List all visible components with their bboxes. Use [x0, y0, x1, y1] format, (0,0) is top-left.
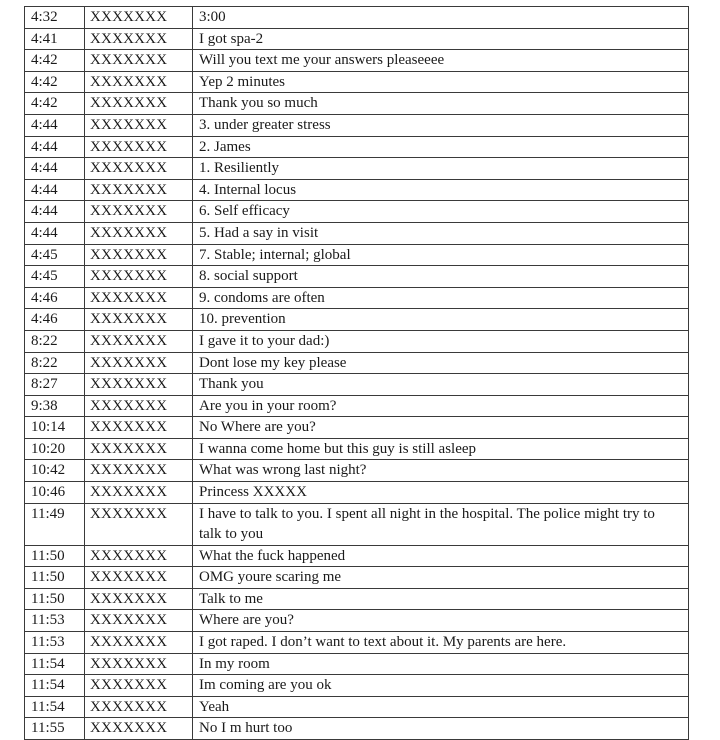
table-row	[25, 718, 689, 740]
table-row	[25, 588, 689, 610]
sender-cell: XXXXXXX	[85, 266, 193, 288]
sender-cell: XXXXXXX	[85, 675, 193, 697]
table-row	[25, 179, 689, 201]
table-row	[25, 417, 689, 439]
message-cell: I gave it to your dad:)	[193, 330, 689, 352]
sender-cell: XXXXXXX	[85, 696, 193, 718]
time-cell: 9:38	[25, 395, 85, 417]
message-cell: 4. Internal locus	[193, 179, 689, 201]
sender-cell: XXXXXXX	[85, 158, 193, 180]
message-cell: No I m hurt too	[193, 718, 689, 740]
message-cell: I wanna come home but this guy is still asleep	[193, 438, 689, 460]
message-cell: 3. under greater stress	[193, 114, 689, 136]
message-cell: 5. Had a say in visit	[193, 222, 689, 244]
message-cell: 8. social support	[193, 266, 689, 288]
message-cell: In my room	[193, 653, 689, 675]
message-cell: What the fuck happened	[193, 545, 689, 567]
time-cell: 4:46	[25, 309, 85, 331]
sender-cell: XXXXXXX	[85, 567, 193, 589]
sender-cell: XXXXXXX	[85, 438, 193, 460]
message-cell: Thank you	[193, 374, 689, 396]
time-cell: 10:20	[25, 438, 85, 460]
time-cell: 4:42	[25, 50, 85, 72]
message-cell: Where are you?	[193, 610, 689, 632]
sender-cell: XXXXXXX	[85, 482, 193, 504]
message-cell: Yep 2 minutes	[193, 71, 689, 93]
message-cell: Are you in your room?	[193, 395, 689, 417]
table-row	[25, 503, 689, 545]
time-cell: 8:22	[25, 352, 85, 374]
time-cell: 4:41	[25, 28, 85, 50]
message-cell: 3:00	[193, 7, 689, 29]
table-row	[25, 309, 689, 331]
table-row	[25, 653, 689, 675]
time-cell: 11:53	[25, 610, 85, 632]
message-cell: 6. Self efficacy	[193, 201, 689, 223]
message-cell: Talk to me	[193, 588, 689, 610]
table-row	[25, 266, 689, 288]
table-row	[25, 28, 689, 50]
time-cell: 4:42	[25, 93, 85, 115]
sender-cell: XXXXXXX	[85, 93, 193, 115]
table-row	[25, 632, 689, 654]
sender-cell: XXXXXXX	[85, 309, 193, 331]
time-cell: 4:45	[25, 244, 85, 266]
sender-cell: XXXXXXX	[85, 632, 193, 654]
message-cell: Yeah	[193, 696, 689, 718]
sender-cell: XXXXXXX	[85, 136, 193, 158]
sender-cell: XXXXXXX	[85, 28, 193, 50]
sender-cell: XXXXXXX	[85, 201, 193, 223]
sender-cell: XXXXXXX	[85, 330, 193, 352]
time-cell: 11:55	[25, 718, 85, 740]
table-row	[25, 201, 689, 223]
time-cell: 10:46	[25, 482, 85, 504]
table-row	[25, 114, 689, 136]
time-cell: 11:50	[25, 567, 85, 589]
sender-cell: XXXXXXX	[85, 50, 193, 72]
sender-cell: XXXXXXX	[85, 718, 193, 740]
table-row	[25, 438, 689, 460]
table-row	[25, 610, 689, 632]
time-cell: 11:54	[25, 675, 85, 697]
time-cell: 8:27	[25, 374, 85, 396]
message-cell: 1. Resiliently	[193, 158, 689, 180]
time-cell: 4:45	[25, 266, 85, 288]
sender-cell: XXXXXXX	[85, 222, 193, 244]
table-row	[25, 330, 689, 352]
message-cell: 7. Stable; internal; global	[193, 244, 689, 266]
table-row	[25, 244, 689, 266]
time-cell: 4:44	[25, 158, 85, 180]
time-cell: 10:14	[25, 417, 85, 439]
table-row	[25, 352, 689, 374]
message-log-body	[25, 7, 689, 740]
message-cell: OMG youre scaring me	[193, 567, 689, 589]
table-row	[25, 482, 689, 504]
message-cell: 10. prevention	[193, 309, 689, 331]
sender-cell: XXXXXXX	[85, 610, 193, 632]
sender-cell: XXXXXXX	[85, 244, 193, 266]
sender-cell: XXXXXXX	[85, 545, 193, 567]
message-cell: Im coming are you ok	[193, 675, 689, 697]
table-row	[25, 222, 689, 244]
time-cell: 4:44	[25, 179, 85, 201]
table-row	[25, 158, 689, 180]
sender-cell: XXXXXXX	[85, 287, 193, 309]
message-cell: I got spa-2	[193, 28, 689, 50]
table-row	[25, 374, 689, 396]
table-row	[25, 93, 689, 115]
table-row	[25, 7, 689, 29]
message-cell: I have to talk to you. I spent all night in the hospital. The police might try to talk to you	[193, 503, 689, 545]
sender-cell: XXXXXXX	[85, 503, 193, 545]
time-cell: 4:44	[25, 222, 85, 244]
sender-cell: XXXXXXX	[85, 7, 193, 29]
message-cell: What was wrong last night?	[193, 460, 689, 482]
time-cell: 4:44	[25, 201, 85, 223]
table-row	[25, 545, 689, 567]
time-cell: 11:54	[25, 696, 85, 718]
sender-cell: XXXXXXX	[85, 653, 193, 675]
time-cell: 11:50	[25, 545, 85, 567]
message-cell: 2. James	[193, 136, 689, 158]
time-cell: 11:53	[25, 632, 85, 654]
message-log-table	[24, 6, 689, 740]
sender-cell: XXXXXXX	[85, 71, 193, 93]
table-row	[25, 460, 689, 482]
time-cell: 4:46	[25, 287, 85, 309]
sender-cell: XXXXXXX	[85, 114, 193, 136]
time-cell: 8:22	[25, 330, 85, 352]
table-row	[25, 71, 689, 93]
time-cell: 11:50	[25, 588, 85, 610]
message-cell: Thank you so much	[193, 93, 689, 115]
sender-cell: XXXXXXX	[85, 460, 193, 482]
table-row	[25, 567, 689, 589]
sender-cell: XXXXXXX	[85, 179, 193, 201]
time-cell: 11:49	[25, 503, 85, 545]
table-row	[25, 136, 689, 158]
table-row	[25, 287, 689, 309]
time-cell: 4:44	[25, 136, 85, 158]
table-row	[25, 696, 689, 718]
message-cell: 9. condoms are often	[193, 287, 689, 309]
time-cell: 11:54	[25, 653, 85, 675]
sender-cell: XXXXXXX	[85, 374, 193, 396]
time-cell: 10:42	[25, 460, 85, 482]
time-cell: 4:42	[25, 71, 85, 93]
table-row	[25, 50, 689, 72]
message-cell: Princess XXXXX	[193, 482, 689, 504]
table-row	[25, 395, 689, 417]
table-row	[25, 675, 689, 697]
time-cell: 4:44	[25, 114, 85, 136]
sender-cell: XXXXXXX	[85, 352, 193, 374]
sender-cell: XXXXXXX	[85, 395, 193, 417]
sender-cell: XXXXXXX	[85, 588, 193, 610]
message-cell: Dont lose my key please	[193, 352, 689, 374]
sender-cell: XXXXXXX	[85, 417, 193, 439]
time-cell: 4:32	[25, 7, 85, 29]
message-cell: I got raped. I don’t want to text about it. My parents are here.	[193, 632, 689, 654]
message-cell: No Where are you?	[193, 417, 689, 439]
message-cell: Will you text me your answers pleaseeee	[193, 50, 689, 72]
